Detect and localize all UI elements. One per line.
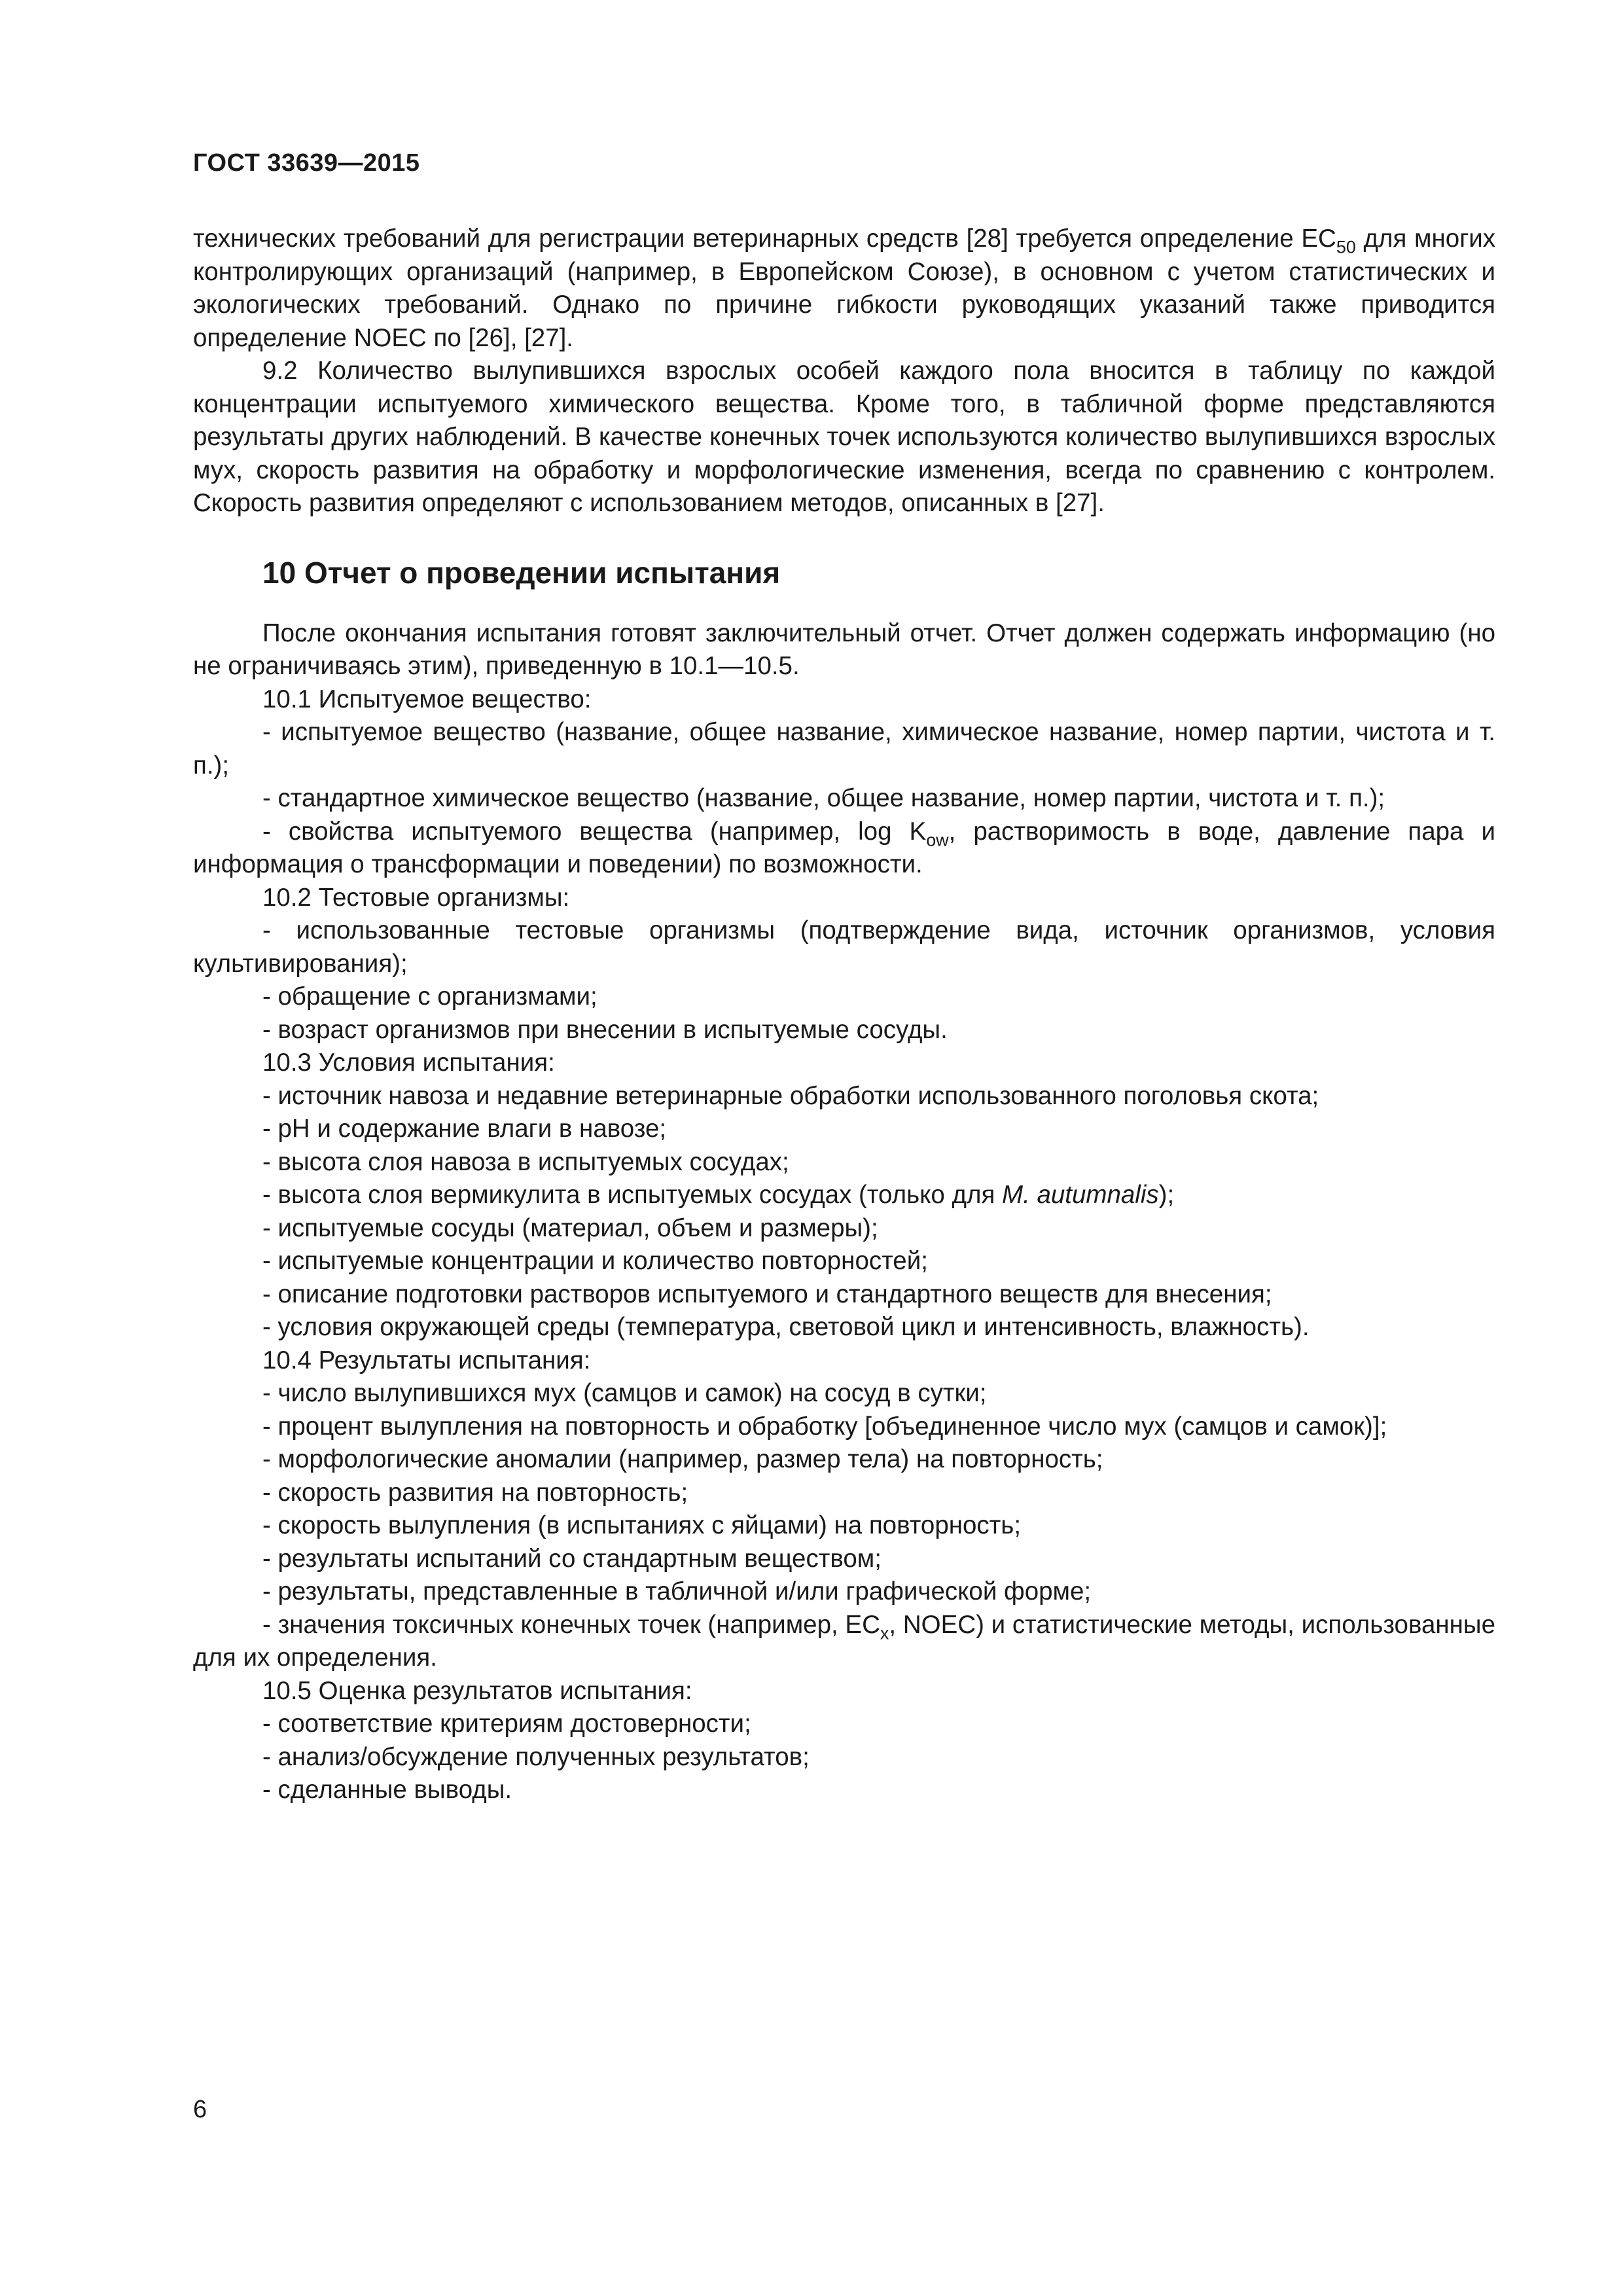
list-item: - свойства испытуемого вещества (например, $\log K_{ow}$, растворимость в воде, давление пара и информация о трансформации и поведении) по возможности. — [193, 817, 1495, 878]
list-item: - значения токсичных конечных точек (например, $EC_x$, NOEC) и статистические методы, использованные для их определения. — [193, 1610, 1495, 1672]
list-item: - стандартное химическое вещество (название, общее название, номер партии, чистота и т. п.); — [262, 784, 1385, 812]
list-item: - результаты, представленные в табличной и/или графической форме; — [262, 1577, 1092, 1605]
section-10-intro: После окончания испытания готовят заключительный отчет. Отчет должен содержать информацию (но не ограничиваясь этим), приведенную в 10.1—10.5. — [193, 619, 1495, 680]
list-item: - число вылупившихся мух (самцов и самок) на сосуд в сутки; — [262, 1379, 987, 1407]
list-item: - морфологические аномалии (например, размер тела) на повторность; — [262, 1445, 1103, 1473]
list-item: - высота слоя вермикулита в испытуемых сосудах (только для M. autumnalis); — [262, 1181, 1175, 1209]
list-item: - pH и содержание влаги в навозе; — [262, 1115, 667, 1143]
list-item: - испытуемые концентрации и количество повторностей; — [262, 1247, 928, 1275]
subsection-10-1-heading: 10.1 Испытуемое вещество: — [262, 685, 592, 713]
document-code: ГОСТ 33639—2015 — [193, 149, 420, 177]
list-item: - анализ/обсуждение полученных результатов; — [262, 1742, 810, 1771]
paragraph-continuation: технических требований для регистрации ветеринарных средств [28] требуется определение $EC_{50}$ для многих контролирующих организаций (например, в Европейском Союзе), в основном с учетом статистических и экологических требований. Однако по причине гибкости руководящих указаний также приводится определение NOEC по [26], [27]. — [193, 224, 1495, 352]
list-item: - обращение с организмами; — [262, 982, 597, 1011]
list-item: - возраст организмов при внесении в испытуемые сосуды. — [262, 1015, 948, 1044]
list-item: - процент вылупления на повторность и обработку [объединенное число мух (самцов и самок)]; — [262, 1412, 1387, 1441]
list-item: - высота слоя навоза в испытуемых сосудах; — [262, 1147, 789, 1176]
list-item: - результаты испытаний со стандартным веществом; — [262, 1544, 882, 1573]
subsection-10-5-heading: 10.5 Оценка результатов испытания: — [262, 1676, 692, 1705]
subsection-10-3-heading: 10.3 Условия испытания: — [262, 1049, 555, 1077]
page-body — [193, 223, 1495, 1807]
list-item: - описание подготовки растворов испытуемого и стандартного веществ для внесения; — [262, 1280, 1272, 1308]
list-item: - условия окружающей среды (температура, световой цикл и интенсивность, влажность). — [262, 1313, 1310, 1341]
page-number: 6 — [193, 2096, 207, 2123]
list-item: - испытуемое вещество (название, общее название, химическое название, номер партии, чистота и т. п.); — [193, 718, 1495, 780]
list-item: - скорость вылупления (в испытаниях с яйцами) на повторность; — [262, 1511, 1022, 1539]
list-item: - соответствие критериям достоверности; — [262, 1710, 751, 1738]
list-item: - источник навоза и недавние ветеринарные обработки использованного поголовья скота; — [262, 1081, 1319, 1110]
list-item: - использованные тестовые организмы (подтверждение вида, источник организмов, условия культивирования); — [193, 916, 1495, 978]
section-10-heading: 10 Отчет о проведении испытания — [262, 555, 781, 590]
subsection-10-2-heading: 10.2 Тестовые организмы: — [262, 883, 570, 912]
list-item: - сделанные выводы. — [262, 1776, 512, 1804]
list-item: - скорость развития на повторность; — [262, 1478, 688, 1507]
list-item: - испытуемые сосуды (материал, объем и размеры); — [262, 1213, 878, 1242]
subsection-10-4-heading: 10.4 Результаты испытания: — [262, 1346, 591, 1374]
paragraph-9-2: 9.2 Количество вылупившихся взрослых особей каждого пола вносится в таблицу по каждой концентрации испытуемого химического вещества. Кроме того, в табличной форме представляются результаты других наблюдений. В качестве конечных точек используются количество вылупившихся взрослых мух, скорость развития на обработку и морфологические изменения, всегда по сравнению с контролем. Скорость развития определяют с использованием методов, описанных в [27]. — [193, 357, 1495, 517]
